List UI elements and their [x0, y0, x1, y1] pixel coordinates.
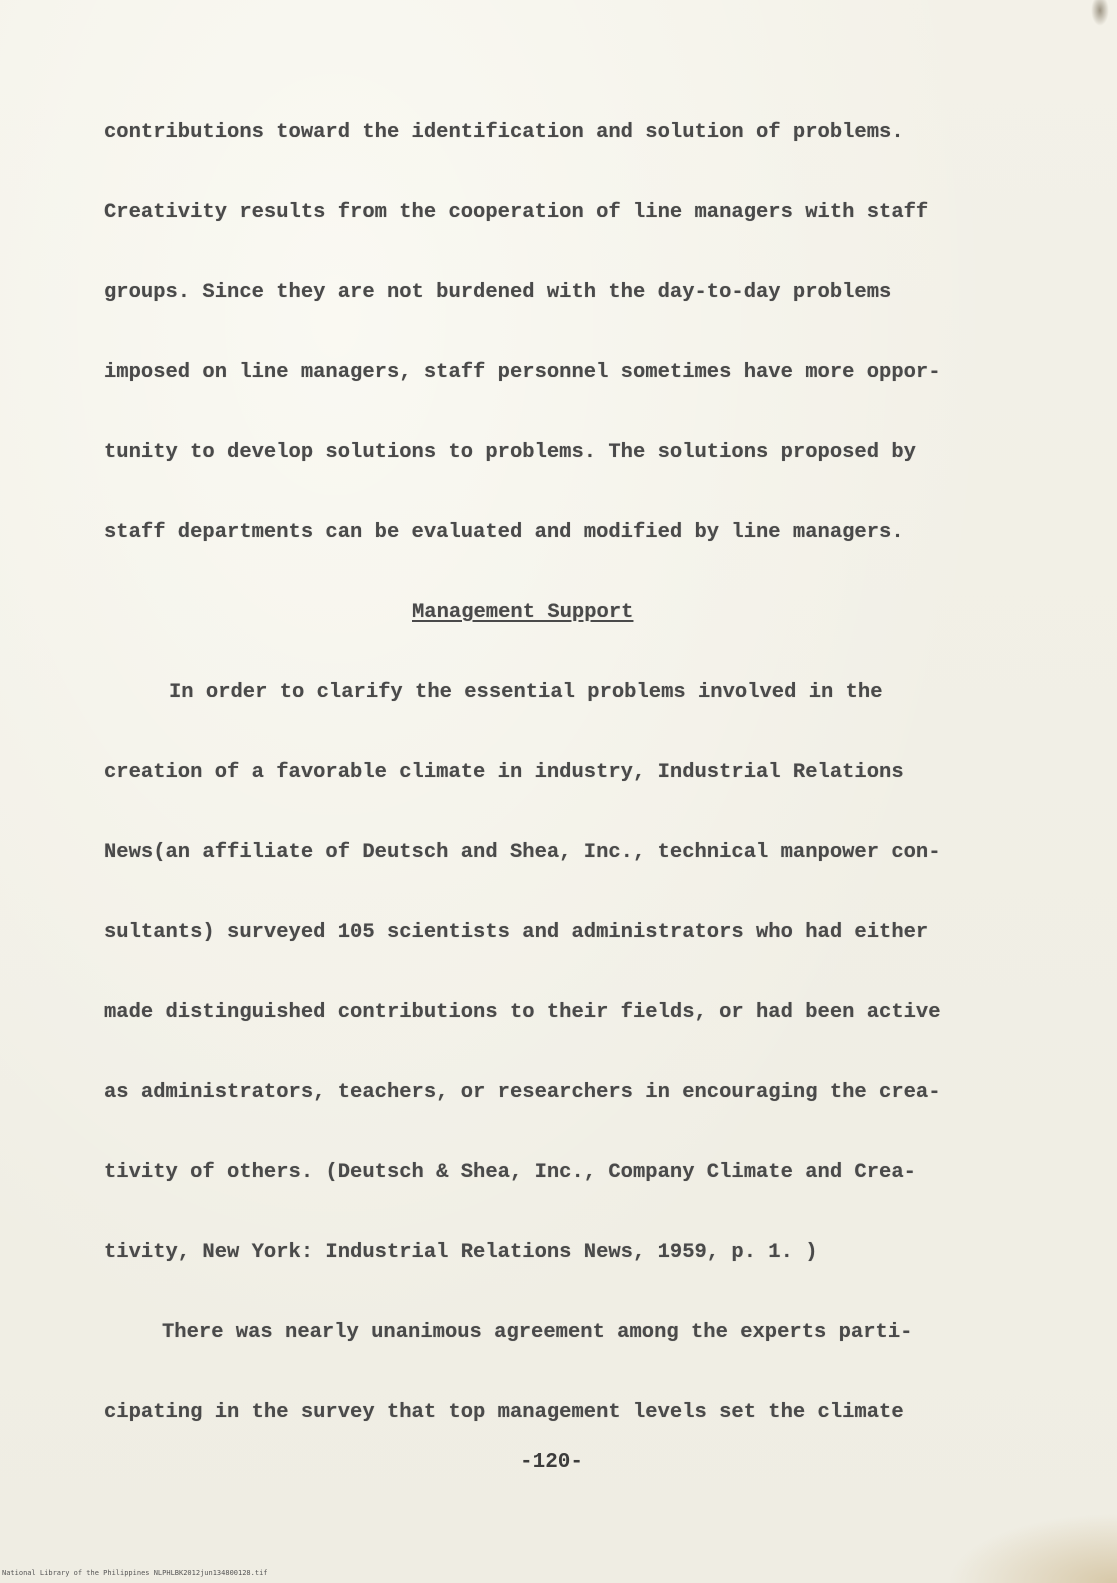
- text-line-5: tunity to develop solutions to problems. The solutions proposed by: [104, 441, 916, 464]
- text-line-1: contributions toward the identification and solution of problems.: [104, 121, 904, 144]
- text-line-3: groups. Since they are not burdened with the day-to-day problems: [104, 281, 892, 304]
- corner-smudge: [1091, 0, 1109, 26]
- text-line-4: imposed on line managers, staff personnel sometimes have more oppor-: [104, 361, 941, 384]
- paragraph-line-6: as administrators, teachers, or researchers in encouraging the crea-: [104, 1081, 941, 1104]
- paragraph-line-5: made distinguished contributions to their fields, or had been active: [104, 1001, 941, 1024]
- paragraph-line-4: sultants) surveyed 105 scientists and administrators who had either: [104, 921, 929, 944]
- section-heading: Management Support: [412, 601, 634, 624]
- paragraph-line-8: tivity, New York: Industrial Relations News, 1959, p. 1. ): [104, 1241, 818, 1264]
- footer-caption: National Library of the Philippines NLPHLBK2012jun134800128.tif: [2, 1569, 268, 1577]
- paragraph-line-9: There was nearly unanimous agreement among the experts parti-: [162, 1321, 913, 1344]
- text-line-6: staff departments can be evaluated and modified by line managers.: [104, 521, 904, 544]
- paragraph-line-7: tivity of others. (Deutsch & Shea, Inc., Company Climate and Crea-: [104, 1161, 916, 1184]
- paragraph-line-3: News(an affiliate of Deutsch and Shea, Inc., technical manpower con-: [104, 841, 941, 864]
- corner-stain: [947, 1513, 1117, 1583]
- paragraph-line-1: In order to clarify the essential problems involved in the: [169, 681, 883, 704]
- paragraph-line-10: cipating in the survey that top management levels set the climate: [104, 1401, 904, 1424]
- paragraph-line-2: creation of a favorable climate in industry, Industrial Relations: [104, 761, 904, 784]
- page-number: -120-: [520, 1451, 584, 1474]
- text-line-2: Creativity results from the cooperation of line managers with staff: [104, 201, 929, 224]
